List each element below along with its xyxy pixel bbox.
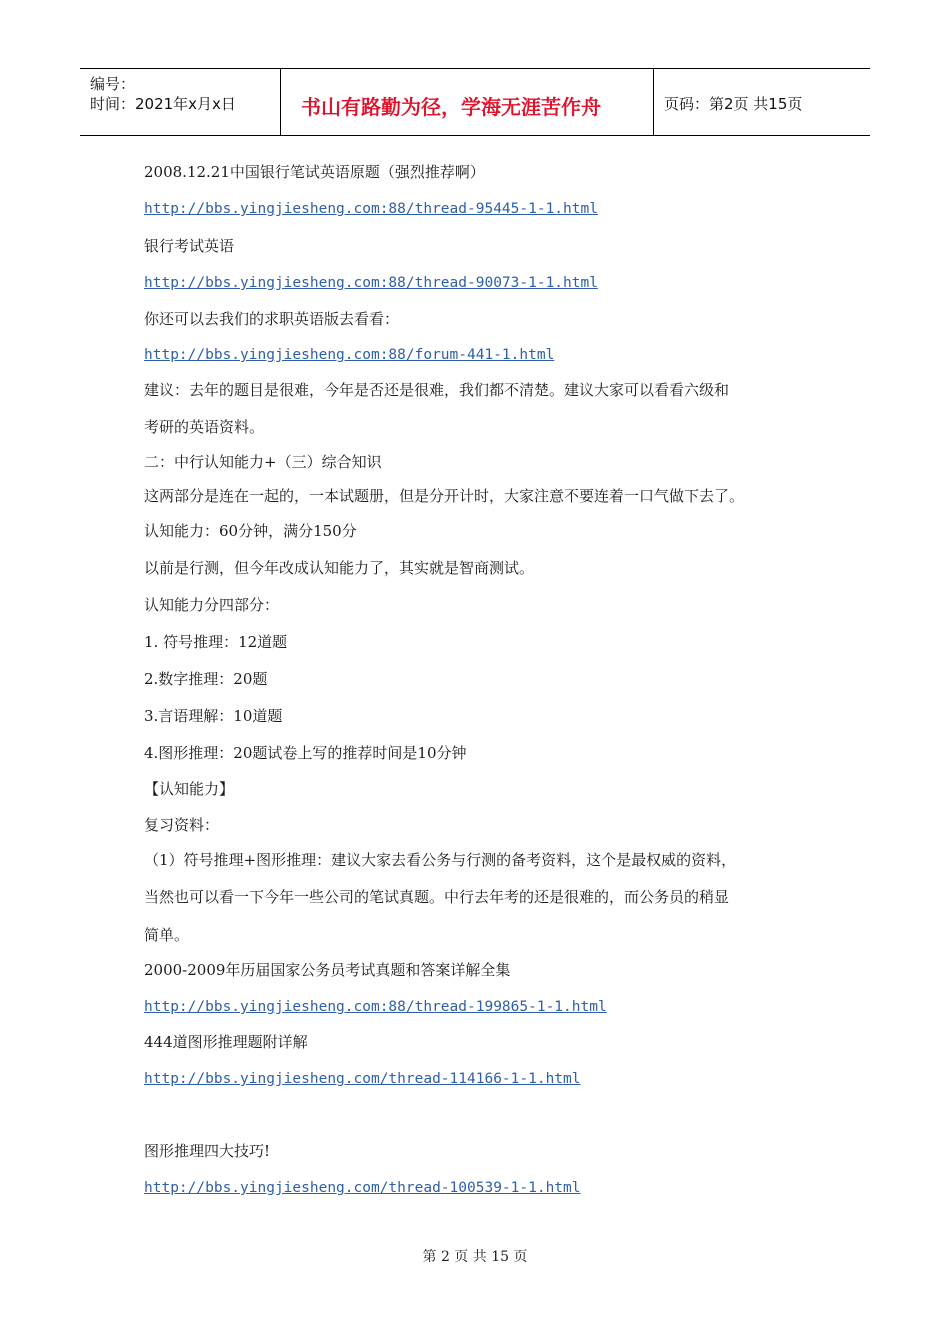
page-footer: 第 2 页 共 15 页	[422, 1249, 528, 1265]
body-line: 444道图形推理题附详解	[144, 1033, 308, 1051]
body-line: 银行考试英语	[144, 237, 235, 255]
time-label: 时间：2021年x月x日	[90, 95, 236, 113]
body-line: 2008.12.21中国银行笔试英语原题（强烈推荐啊）	[144, 163, 485, 181]
body-link[interactable]: http://bbs.yingjiesheng.com:88/thread-95445-1-1.html	[144, 201, 598, 217]
body-line: 认知能力：60分钟，满分150分	[144, 522, 357, 540]
list-item: 2.数字推理：20题	[144, 670, 268, 688]
body-line: 你还可以去我们的求职英语版去看看：	[144, 310, 400, 328]
body-line: 简单。	[144, 926, 190, 944]
body-line: 考研的英语资料。	[144, 418, 265, 436]
list-item: 4.图形推理：20题试卷上写的推荐时间是10分钟	[144, 744, 467, 762]
body-line: 复习资料：	[144, 816, 220, 834]
header-info-cell	[80, 69, 281, 135]
body-line: 当然也可以看一下今年一些公司的笔试真题。中行去年考的还是很难的，而公务员的稍显	[144, 888, 730, 906]
list-item: 1. 符号推理：12道题	[144, 633, 288, 651]
list-item: 3.言语理解：10道题	[144, 707, 283, 725]
section-heading: 【认知能力】	[144, 780, 235, 798]
body-line: （1）符号推理+图形推理：建议大家去看公务与行测的备考资料，这个是最权威的资料，	[144, 851, 737, 869]
body-link[interactable]: http://bbs.yingjiesheng.com:88/thread-90073-1-1.html	[144, 275, 598, 291]
body-link[interactable]: http://bbs.yingjiesheng.com:88/forum-441-1.html	[144, 347, 555, 363]
body-line: 2000-2009年历届国家公务员考试真题和答案详解全集	[144, 961, 511, 979]
body-link[interactable]: http://bbs.yingjiesheng.com/thread-100539-1-1.html	[144, 1180, 581, 1196]
header-page-cell	[654, 69, 870, 135]
header-motto-cell	[281, 69, 654, 135]
header-page-info: 页码：第2页 共15页	[664, 95, 803, 113]
body-link[interactable]: http://bbs.yingjiesheng.com:88/thread-199865-1-1.html	[144, 999, 607, 1015]
body-link[interactable]: http://bbs.yingjiesheng.com/thread-114166-1-1.html	[144, 1071, 581, 1087]
body-line: 以前是行测，但今年改成认知能力了，其实就是智商测试。	[144, 559, 535, 577]
document-header	[80, 68, 870, 136]
body-line: 认知能力分四部分：	[144, 596, 280, 614]
number-label: 编号：	[90, 75, 136, 93]
body-line: 图形推理四大技巧!	[144, 1142, 271, 1160]
body-line: 建议：去年的题目是很难，今年是否还是很难，我们都不清楚。建议大家可以看看六级和	[144, 381, 730, 399]
header-motto: 书山有路勤为径，学海无涯苦作舟	[301, 95, 601, 119]
section-heading: 二：中行认知能力+（三）综合知识	[144, 453, 382, 471]
body-line: 这两部分是连在一起的，一本试题册，但是分开计时，大家注意不要连着一口气做下去了。	[144, 487, 745, 505]
